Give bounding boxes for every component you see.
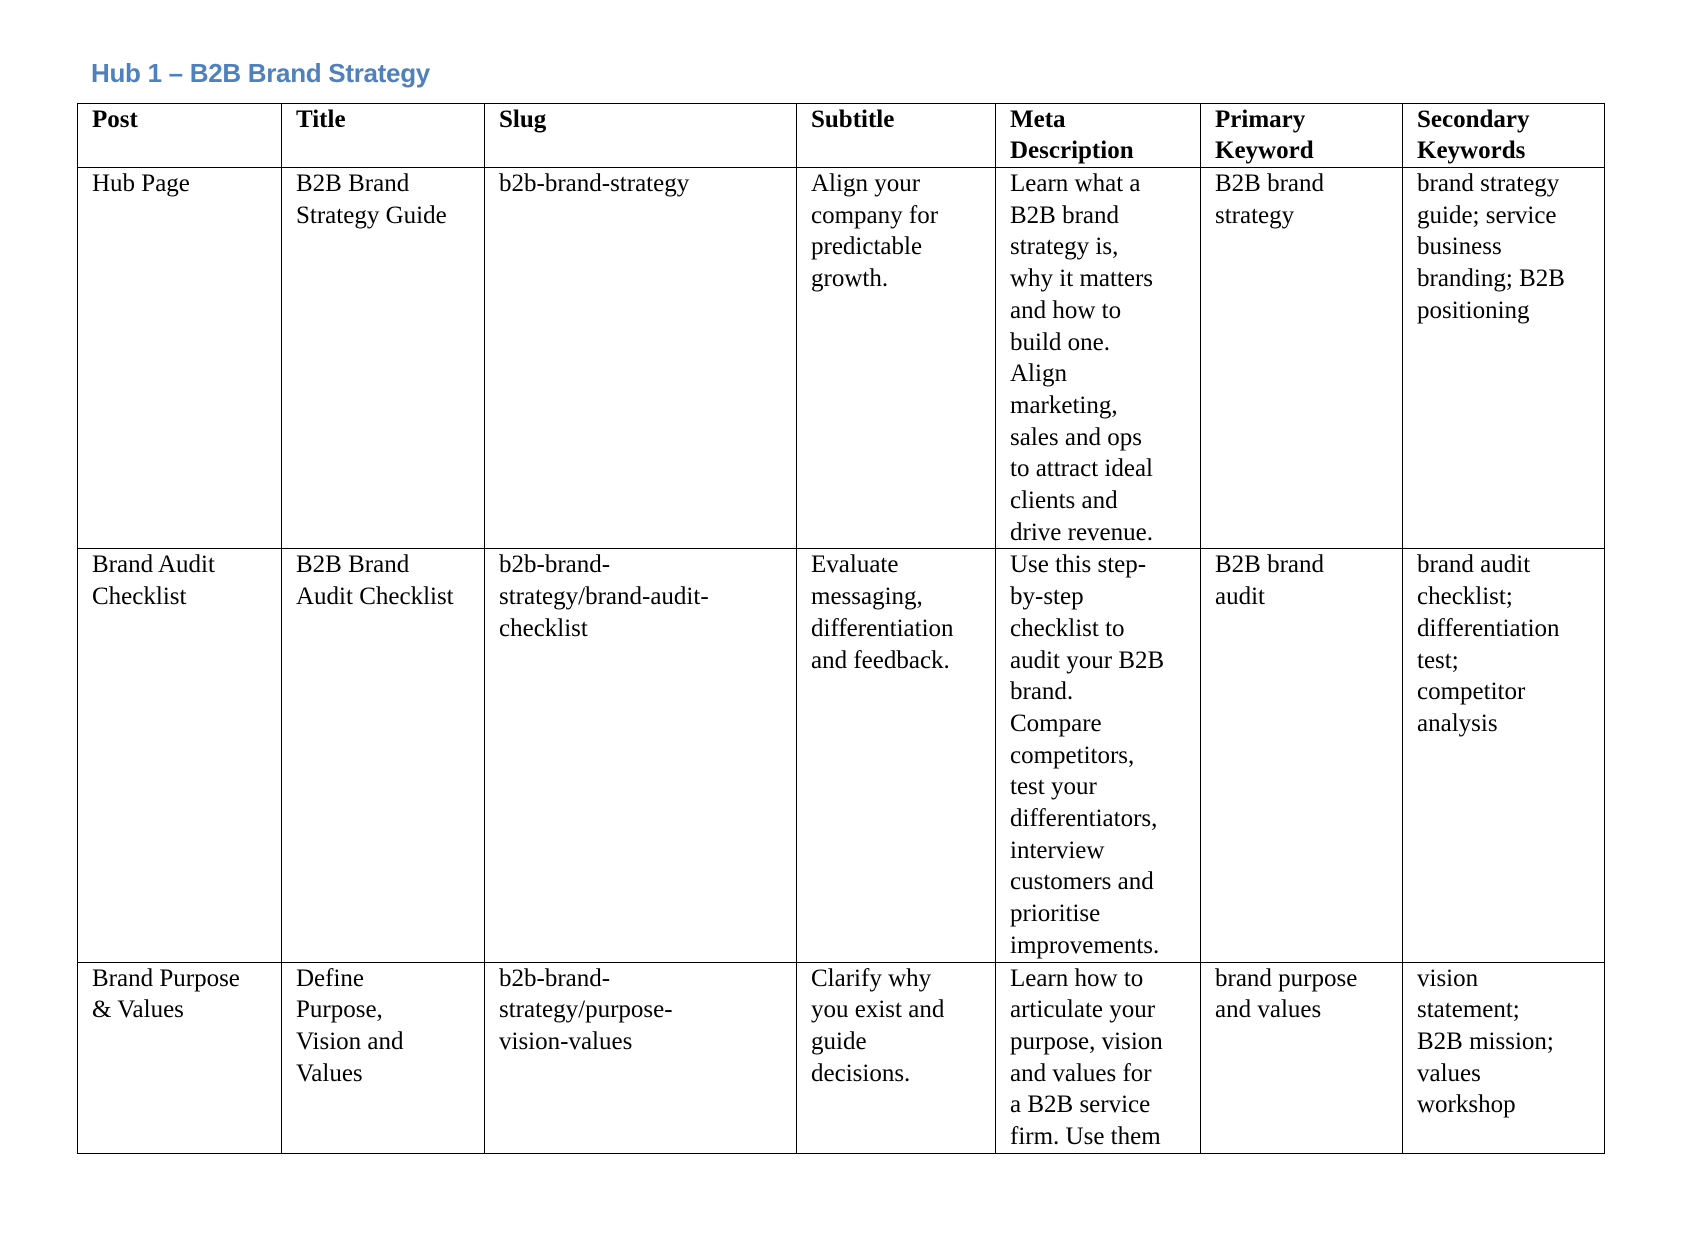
cell-text-line: workshop <box>1417 1091 1516 1119</box>
cell-text-line: Vision and <box>296 1027 404 1055</box>
cell-text-line: Brand Purpose <box>92 964 240 992</box>
cell-text-line: marketing, <box>1010 391 1118 419</box>
cell-text-line: strategy/brand-audit- <box>499 583 709 611</box>
cell-text-line: and feedback. <box>811 646 950 674</box>
cell-text-line: values <box>1417 1059 1481 1087</box>
cell-post <box>78 962 282 1153</box>
column-header-title <box>282 104 485 168</box>
cell-subtitle <box>797 168 996 549</box>
cell-text-line: why it matters <box>1010 265 1154 293</box>
cell-text-line: Align <box>1010 360 1067 388</box>
cell-text-line: audit <box>1215 583 1265 611</box>
cell-text-line: B2B brand <box>1215 551 1325 579</box>
cell-text-line: build one. <box>1010 328 1110 356</box>
cell-text-line: Align your <box>811 170 921 197</box>
cell-text-line: Brand Audit <box>92 551 215 579</box>
cell-text-line: b2b-brand- <box>499 551 611 579</box>
cell-text-line: test; <box>1417 646 1459 674</box>
cell-text-line: vision-values <box>499 1027 633 1055</box>
header-text-line: Keyword <box>1215 137 1314 164</box>
cell-title <box>282 962 485 1153</box>
cell-text-line: B2B Brand <box>296 170 410 197</box>
header-text-line: Primary <box>1215 106 1306 133</box>
cell-slug <box>485 549 797 962</box>
cell-text-line: strategy is, <box>1010 233 1119 261</box>
cell-text-line: Audit Checklist <box>296 583 454 611</box>
cell-text-line: checklist; <box>1417 583 1513 611</box>
cell-text-line: positioning <box>1417 296 1530 324</box>
cell-text-line: purpose, vision <box>1010 1027 1163 1055</box>
cell-primary-keyword <box>1201 549 1403 962</box>
page-heading: Hub 1 – B2B Brand Strategy <box>91 58 430 88</box>
cell-text-line: customers and <box>1010 868 1154 896</box>
column-header-post <box>78 104 282 168</box>
cell-subtitle <box>797 549 996 962</box>
cell-meta-description <box>996 549 1201 962</box>
cell-meta-description <box>996 962 1201 1153</box>
cell-text-line: B2B brand <box>1215 170 1325 197</box>
cell-text-line: competitors, <box>1010 741 1135 769</box>
cell-text-line: branding; B2B <box>1417 265 1565 293</box>
cell-text-line: Purpose, <box>296 996 383 1024</box>
cell-text-line: interview <box>1010 836 1105 864</box>
cell-text-line: Strategy Guide <box>296 201 447 229</box>
cell-text-line: checklist to <box>1010 614 1125 642</box>
cell-text-line: decisions. <box>811 1059 911 1087</box>
cell-text-line: brand strategy <box>1417 170 1560 197</box>
cell-text-line: to attract ideal <box>1010 455 1153 483</box>
cell-text-line: competitor <box>1417 678 1526 706</box>
cell-text-line: test your <box>1010 773 1097 801</box>
column-header-subtitle <box>797 104 996 168</box>
cell-slug <box>485 168 797 549</box>
cell-title <box>282 549 485 962</box>
cell-text-line: Define <box>296 964 365 992</box>
header-row <box>78 104 1605 168</box>
cell-post <box>78 549 282 962</box>
cell-text-line: Learn how to <box>1010 964 1144 992</box>
table-row <box>78 549 1605 962</box>
header-text-line: Meta <box>1010 106 1066 133</box>
cell-post <box>78 168 282 549</box>
cell-text-line: a B2B service <box>1010 1091 1151 1119</box>
column-header-primary-keyword <box>1201 104 1403 168</box>
cell-text-line: firm. Use them <box>1010 1123 1161 1151</box>
cell-text-line: business <box>1417 233 1502 261</box>
cell-subtitle <box>797 962 996 1153</box>
cell-text-line: B2B mission; <box>1417 1027 1554 1055</box>
cell-text-line: articulate your <box>1010 996 1156 1024</box>
cell-text-line: vision <box>1417 964 1479 992</box>
cell-text-line: Use this step- <box>1010 551 1147 579</box>
cell-text-line: B2B Brand <box>296 551 410 579</box>
cell-text-line: brand audit <box>1417 551 1531 579</box>
cell-text-line: differentiation <box>811 614 954 642</box>
table-row <box>78 168 1605 549</box>
cell-text-line: audit your B2B <box>1010 646 1165 674</box>
cell-primary-keyword <box>1201 168 1403 549</box>
content-plan-table <box>77 103 1605 1154</box>
cell-text-line: differentiators, <box>1010 805 1158 833</box>
cell-text-line: prioritise <box>1010 900 1101 928</box>
cell-meta-description <box>996 168 1201 549</box>
cell-text-line: statement; <box>1417 996 1520 1024</box>
cell-text-line: Hub Page <box>92 170 190 197</box>
header-text-line: Description <box>1010 137 1134 164</box>
cell-text-line: analysis <box>1417 709 1498 737</box>
header-text-line: Subtitle <box>811 106 895 133</box>
cell-text-line: sales and ops <box>1010 423 1142 451</box>
cell-text-line: and how to <box>1010 296 1122 324</box>
cell-text-line: guide; service <box>1417 201 1557 229</box>
cell-text-line: messaging, <box>811 583 923 611</box>
header-text-line: Post <box>92 106 138 133</box>
cell-text-line: and values <box>1215 996 1322 1024</box>
cell-text-line: improvements. <box>1010 931 1160 959</box>
cell-text-line: you exist and <box>811 996 945 1024</box>
header-text-line: Slug <box>499 106 547 133</box>
cell-primary-keyword <box>1201 962 1403 1153</box>
cell-text-line: drive revenue. <box>1010 518 1153 546</box>
cell-secondary-keywords <box>1403 962 1605 1153</box>
cell-text-line: checklist <box>499 614 588 642</box>
cell-text-line: & Values <box>92 996 184 1024</box>
column-header-meta-description <box>996 104 1201 168</box>
column-header-slug <box>485 104 797 168</box>
cell-secondary-keywords <box>1403 168 1605 549</box>
column-header-secondary-keywords <box>1403 104 1605 168</box>
cell-text-line: and values for <box>1010 1059 1152 1087</box>
cell-text-line: by-step <box>1010 583 1084 611</box>
cell-text-line: growth. <box>811 265 889 293</box>
cell-text-line: predictable <box>811 233 923 261</box>
cell-text-line: Compare <box>1010 709 1102 737</box>
cell-text-line: differentiation <box>1417 614 1560 642</box>
cell-text-line: Learn what a <box>1010 170 1141 197</box>
cell-text-line: b2b-brand-strategy <box>499 170 690 197</box>
cell-slug <box>485 962 797 1153</box>
cell-text-line: strategy/purpose- <box>499 996 673 1024</box>
cell-text-line: clients and <box>1010 487 1118 515</box>
cell-text-line: Checklist <box>92 583 187 611</box>
cell-secondary-keywords <box>1403 549 1605 962</box>
cell-title <box>282 168 485 549</box>
cell-text-line: brand. <box>1010 678 1074 706</box>
cell-text-line: guide <box>811 1027 867 1055</box>
cell-text-line: company for <box>811 201 939 229</box>
cell-text-line: Values <box>296 1059 363 1087</box>
header-text-line: Secondary <box>1417 106 1530 133</box>
header-text-line: Title <box>296 106 346 133</box>
cell-text-line: Clarify why <box>811 964 932 992</box>
header-text-line: Keywords <box>1417 137 1526 164</box>
cell-text-line: brand purpose <box>1215 964 1358 992</box>
cell-text-line: Evaluate <box>811 551 899 579</box>
cell-text-line: B2B brand <box>1010 201 1120 229</box>
table-row <box>78 962 1605 1153</box>
cell-text-line: b2b-brand- <box>499 964 611 992</box>
cell-text-line: strategy <box>1215 201 1295 229</box>
